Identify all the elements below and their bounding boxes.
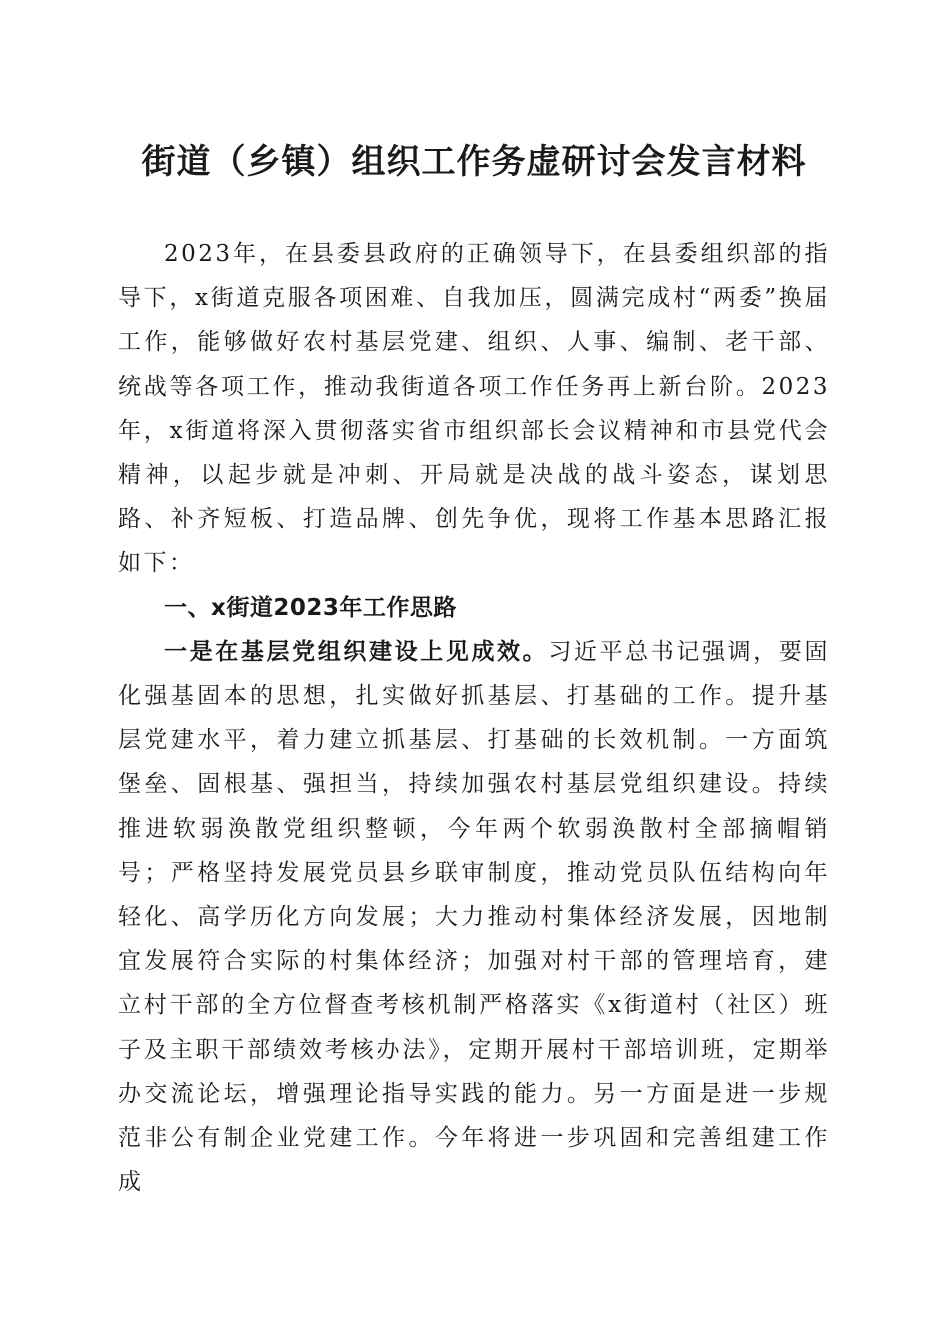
document-body: [118, 232, 830, 1204]
point-lead: 一是在基层党组织建设上见成效。: [164, 637, 549, 665]
point-paragraph: [118, 630, 830, 1205]
point-text: 习近平总书记强调，要固化强基固本的思想，扎实做好抓基层、打基础的工作。提升基层党建水平，着力建立抓基层、打基础的长效机制。一方面筑堡垒、固根基、强担当，持续加强农村基层党组织建设。持续推进软弱涣散党组织整顿，今年两个软弱涣散村全部摘帽销号；严格坚持发展党员县乡联审制度，推动党员队伍结构向年轻化、高学历化方向发展；大力推动村集体经济发展，因地制宜发展符合实际的村集体经济；加强对村干部的管理培育，建立村干部的全方位督查考核机制严格落实《x街道村（社区）班子及主职干部绩效考核办法》，定期开展村干部培训班，定期举办交流论坛，增强理论指导实践的能力。另一方面是进一步规范非公有制企业党建工作。今年将进一步巩固和完善组建工作成: [118, 638, 831, 1196]
section-heading: 一、x街道2023年工作思路: [164, 594, 457, 621]
document-title: 街道（乡镇）组织工作务虚研讨会发言材料: [141, 142, 807, 182]
intro-paragraph: 2023年，在县委县政府的正确领导下，在县委组织部的指导下，x街道克服各项困难、自我加压，圆满完成村“两委”换届工作，能够做好农村基层党建、组织、人事、编制、老干部、统战等各项工作，推动我街道各项工作任务再上新台阶。2023年，x街道将深入贯彻落实省市组织部长会议精神和市县党代会精神，以起步就是冲刺、开局就是决战的战斗姿态，谋划思路、补齐短板、打造品牌、创先争优，现将工作基本思路汇报如下：: [118, 241, 830, 577]
